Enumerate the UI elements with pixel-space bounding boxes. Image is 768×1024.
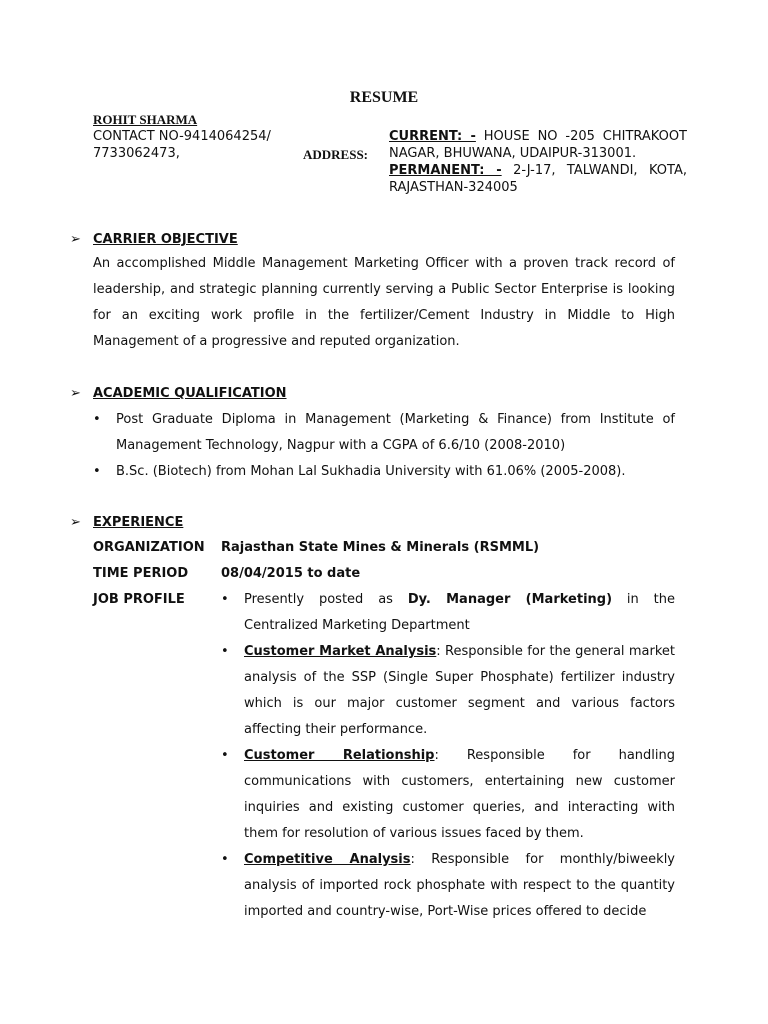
arrow-bullet-icon: ➢: [70, 515, 81, 530]
job-profile-label: JOB PROFILE: [93, 592, 185, 607]
permanent-address-label: PERMANENT: -: [389, 163, 502, 178]
job-item-key: Customer Market Analysis: [244, 644, 437, 659]
bullet-icon: •: [221, 644, 229, 659]
academic-item-text: B.Sc. (Biotech) from Mohan Lal Sukhadia University with 61.06% (2005-2008).: [116, 464, 626, 479]
job-item-key: Customer Relationship: [244, 748, 435, 763]
job-designation: Dy. Manager (Marketing): [407, 592, 613, 607]
address-block: [389, 128, 687, 196]
list-item: [221, 639, 675, 743]
job-item-text: : Responsible for monthly/biweekly analysis of imported rock phosphate with respect to the quantity imported and country-wise, Port-Wise prices offered to decide: [244, 852, 675, 919]
section-academic-qualification: [70, 385, 287, 402]
permanent-address: [389, 162, 687, 196]
section-heading: EXPERIENCE: [93, 515, 184, 530]
contact-line-1: CONTACT NO-9414064254/: [93, 129, 271, 144]
candidate-name: ROHIT SHARMA: [93, 112, 198, 127]
current-address-value: HOUSE NO -205 CHITRAKOOT NAGAR, BHUWANA, UDAIPUR-313001.: [389, 129, 688, 161]
job-item-post: in the Centralized Marketing Department: [244, 592, 675, 633]
time-period-value: 08/04/2015 to date: [221, 566, 361, 581]
time-period-label: TIME PERIOD: [93, 566, 189, 581]
academic-list: [93, 407, 675, 485]
bullet-icon: •: [93, 412, 101, 427]
job-item-text: : Responsible for the general market analysis of the SSP (Single Super Phosphate) fertilizer industry which is our major customer segment and various factors affecting their performance.: [244, 644, 675, 737]
organization-label: ORGANIZATION: [93, 540, 205, 555]
job-item-text: : Responsible for handling communications with customers, entertaining new customer inquiries and existing customer queries, and interacting with them for resolution of various issues faced by them.: [244, 748, 675, 841]
organization-value: Rajasthan State Mines & Minerals (RSMML): [221, 540, 540, 555]
section-experience: [70, 514, 183, 531]
job-item-key: Competitive Analysis: [244, 852, 411, 867]
bullet-icon: •: [221, 852, 229, 867]
section-heading: CARRIER OBJECTIVE: [93, 232, 238, 247]
list-item: [221, 847, 675, 925]
section-heading: ACADEMIC QUALIFICATION: [93, 386, 287, 401]
permanent-address-value: 2-J-17, TALWANDI, KOTA, RAJASTHAN-324005: [389, 163, 687, 195]
job-item-pre: Presently posted as: [244, 592, 408, 607]
section-carrier-objective: [70, 231, 238, 248]
job-profile-list: [221, 587, 675, 925]
document-title: RESUME: [349, 89, 419, 106]
bullet-icon: •: [221, 748, 229, 763]
contact-line-2: 7733062473,: [93, 146, 180, 161]
address-label: ADDRESS:: [303, 147, 369, 162]
arrow-bullet-icon: ➢: [70, 232, 81, 247]
current-address-label: CURRENT: -: [389, 129, 476, 144]
academic-item-text: Post Graduate Diploma in Management (Marketing & Finance) from Institute of Management Technology, Nagpur with a CGPA of 6.6/10 (2008-2010): [116, 412, 675, 453]
objective-text: An accomplished Middle Management Marketing Officer with a proven track record of leadership, and strategic planning currently serving a Public Sector Enterprise is looking for an exciting work profile in the fertilizer/Cement Industry in Middle to High Management of a progressive and reputed organization.: [93, 256, 675, 349]
list-item: [221, 743, 675, 847]
bullet-icon: •: [93, 464, 101, 479]
bullet-icon: •: [221, 592, 229, 607]
arrow-bullet-icon: ➢: [70, 386, 81, 401]
list-item: [221, 587, 675, 639]
contact-numbers: [93, 128, 293, 162]
list-item: [93, 459, 675, 485]
list-item: [93, 407, 675, 459]
current-address: [389, 128, 687, 162]
